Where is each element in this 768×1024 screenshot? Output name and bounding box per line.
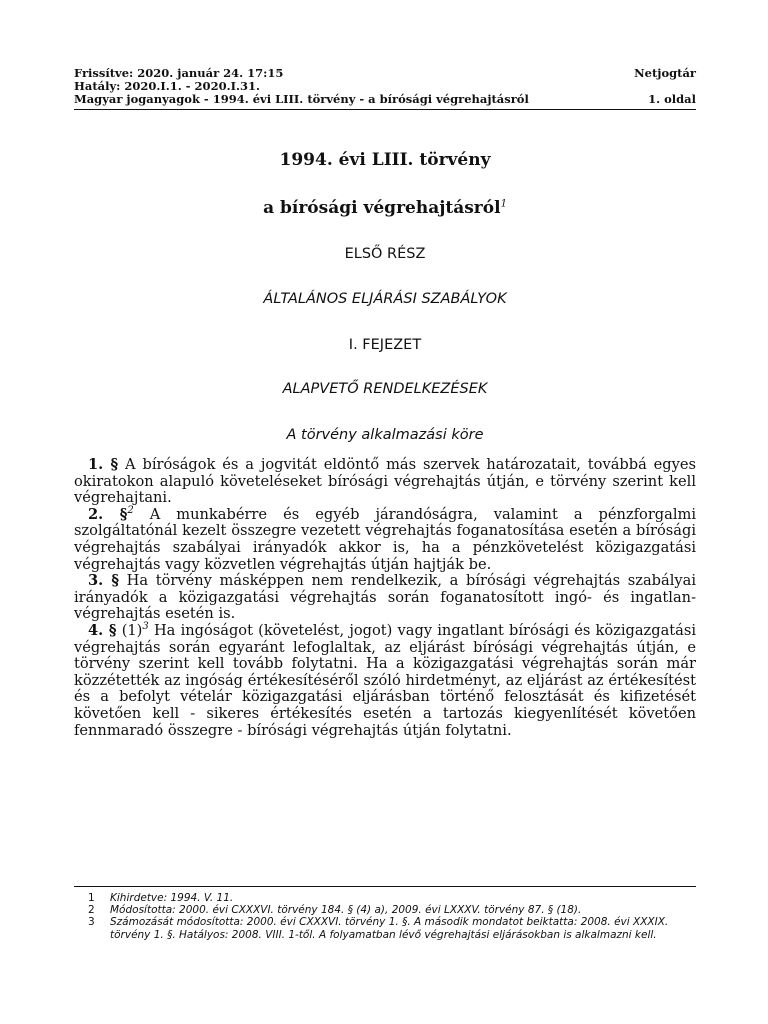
header-updated: Frissítve: 2020. január 24. 17:15 — [74, 66, 284, 80]
law-title: 1994. évi LIII. törvény — [279, 150, 491, 170]
footnote-text: Módosította: 2000. évi CXXXVI. törvény 184. § (4) a), 2009. évi LXXXV. törvény 87. § (18). — [110, 904, 582, 917]
footnote-ref-1[interactable]: 1 — [500, 198, 507, 210]
paragraph-text: A bíróságok és a jogvitát eldöntő más szervek határozatait, továbbá egyes okiratokon alapuló követeléseket bírósági végrehajtás útján, e törvény szerint kell végrehajtani. — [74, 456, 696, 507]
chapter-title: ALAPVETŐ RENDELKEZÉSEK — [282, 381, 488, 397]
paragraph-number: 2. § — [88, 505, 128, 523]
paragraph — [74, 573, 696, 623]
footnotes — [74, 892, 694, 941]
paragraph — [74, 504, 697, 573]
document-body — [74, 457, 696, 739]
paragraph-text: Ha törvény másképpen nem rendelkezik, a bírósági végrehajtás szabályai irányadók a közigazgatási végrehajtás során foganatosított ingó- és ingatlan-végrehajtás esetén is. — [74, 572, 697, 623]
paragraph — [74, 457, 696, 507]
paragraph-number: 3. § — [88, 572, 119, 590]
footnote-text: Számozását módosította: 2000. évi CXXXVI. törvény 1. §. A második mondatot beiktatta: 2008. évi XXXIX. törvény 1. §. Hatályos: 2008. VIII. 1-től. A folyamatban lévő végrehajtási eljárásokban is alkalmazni kell. — [110, 916, 669, 941]
footnote-number: 1 — [88, 892, 95, 904]
header-page-number: 1. oldal — [648, 92, 696, 106]
paragraph-number: 1. § — [88, 456, 119, 473]
footnote-number: 3 — [88, 916, 95, 929]
header-validity: Hatály: 2020.I.1. - 2020.I.31. — [74, 79, 260, 93]
footnote — [74, 892, 694, 904]
footnote-ref[interactable]: 2 — [127, 504, 134, 516]
paragraph-number: 4. § — [88, 621, 117, 639]
footnote-divider — [74, 886, 696, 887]
part-title: ÁLTALÁNOS ELJÁRÁSI SZABÁLYOK — [263, 291, 507, 307]
footnote-text: Kihirdetve: 1994. V. 11. — [110, 892, 234, 904]
paragraph — [74, 623, 696, 739]
footnote-number: 2 — [88, 904, 95, 917]
footnote — [74, 904, 694, 916]
paragraph-text: Ha ingóságot (követelést, jogot) vagy ingatlant bírósági és közigazgatási végrehajtás során egyaránt lefoglaltak, az eljárást bírósági végrehajtás útján, e törvény szerint kell tovább folytatni. Ha a közigazgatási végrehajtás során már közzétették az ingóság értékesítéséről szóló hirdetményt, az eljárást az értékesítést és a befolyt vételár közigazgatási eljárásban történő felosztását és kifizetését követően kell - sikeres értékesítés esetén a tartozás kiegyenlítését követően fennmaradó összegre - bírósági végrehajtás útján folytatni. — [74, 621, 697, 739]
footnote — [74, 916, 694, 940]
header-document-title: Magyar joganyagok - 1994. évi LIII. törvény - a bírósági végrehajtásról — [74, 92, 529, 106]
section-title: A törvény alkalmazási köre — [286, 427, 484, 443]
paragraph-subsection: (1) — [116, 621, 143, 639]
law-subtitle-text: a bírósági végrehajtásról — [263, 198, 501, 218]
running-header — [74, 67, 696, 106]
footnote-ref[interactable]: 3 — [142, 621, 149, 633]
part-heading: ELSŐ RÉSZ — [344, 246, 426, 262]
paragraph-text: A munkabérre és egyéb járandóságra, valamint a pénzforgalmi szolgáltatónál kezelt összegre vezetett végrehajtás foganatosítása esetén a bírósági végrehajtás szabályai irányadók akkor is, ha a pénzkövetelést közigazgatási végrehajtás vagy közvetlen végrehajtás útján hajtják be. — [74, 505, 697, 573]
law-subtitle — [74, 198, 696, 218]
header-divider — [74, 109, 696, 110]
chapter-heading: I. FEJEZET — [348, 337, 422, 353]
header-publisher: Netjogtár — [634, 66, 696, 80]
